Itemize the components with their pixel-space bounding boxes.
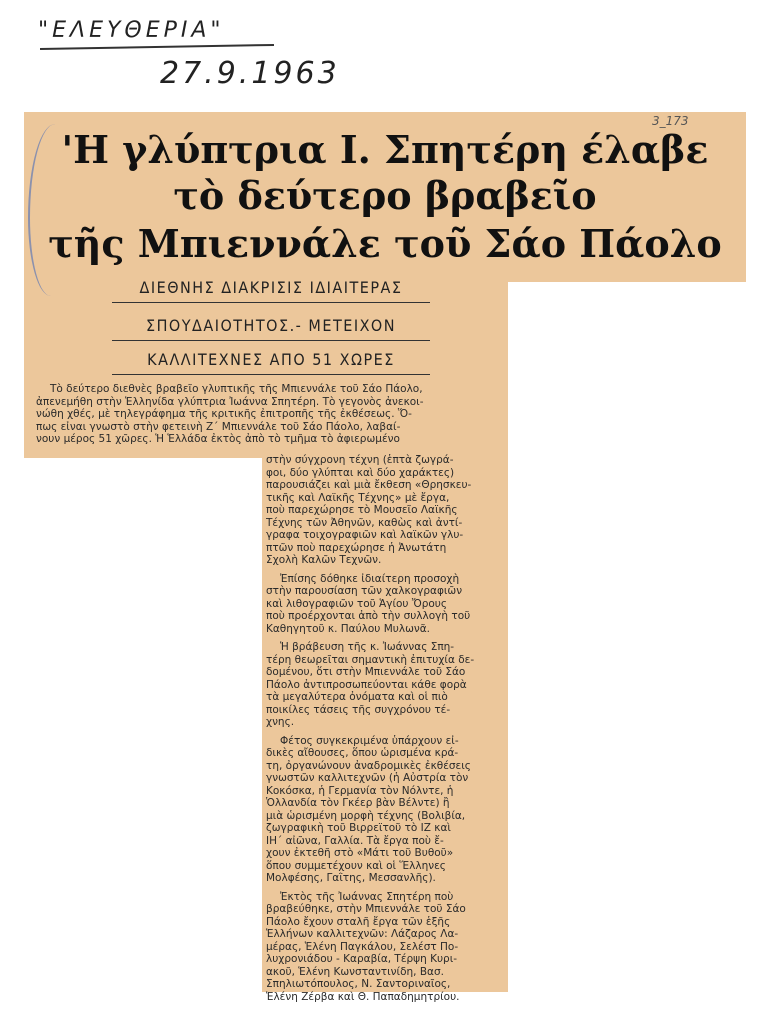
column-line: δικὲς αἴθουσες, ὅπου ὡρισμένα κρά- bbox=[266, 747, 459, 759]
column-line: χουν ἐκτεθῆ στὸ «Μάτι τοῦ Βυθοῦ» bbox=[266, 847, 454, 859]
column-line: Ἑλλήνων καλλιτεχνῶν: Λάζαρος Λα- bbox=[266, 928, 459, 940]
column-line: Σχολὴ Καλῶν Τεχνῶν. bbox=[266, 554, 382, 566]
source-underline bbox=[40, 44, 274, 50]
column-line: Πάολο ἀντιπροσωπεύονται κάθε φορὰ bbox=[266, 678, 467, 691]
column-line: βραβεύθηκε, στὴν Μπιεννάλε τοῦ Σάο bbox=[266, 903, 466, 915]
column-line: Κοκόσκα, ἡ Γερμανία τὸν Νόλντε, ἡ bbox=[266, 784, 454, 797]
subheadline-line-3: ΚΑΛΛΙΤΕΧΝΕΣ ΑΠΟ 51 ΧΩΡΕΣ bbox=[147, 350, 395, 369]
column-line: χνης. bbox=[266, 716, 295, 728]
column-line: ὅπου συμμετέχουν καὶ οἱ Ἕλληνες bbox=[266, 859, 446, 872]
column-line: Ὁλλανδία τὸν Γκέερ βὰν Βέλντε) ἢ bbox=[266, 797, 450, 809]
column-line: πτῶν ποὺ παρεχώρησε ἡ Ἀνωτάτη bbox=[266, 541, 447, 554]
column-line: τη, ὀργανώνουν ἀναδρομικὲς ἐκθέσεις bbox=[266, 759, 471, 772]
column-line: μιὰ ὡρισμένη μορφὴ τέχνης (Βολιβία, bbox=[266, 809, 466, 822]
column-line: Ἑλένη Ζέρβα καὶ Θ. Παπαδημητρίου. bbox=[266, 990, 460, 1003]
column-line: Φέτος συγκεκριμένα ὑπάρχουν εἰ- bbox=[280, 734, 459, 747]
column-line: Ἡ βράβευση τῆς κ. Ἰωάννας Σπη- bbox=[280, 641, 455, 653]
column-line: ακοῦ, Ἑλένη Κωνσταντινίδη, Βασ. bbox=[266, 965, 444, 978]
column-line: καὶ λιθογραφιῶν τοῦ Ἁγίου Ὄρους bbox=[266, 597, 448, 610]
intro-line: ἀπενεμήθη στὴν Ἑλληνίδα γλύπτρια Ἰωάννα Σπητέρη. Τὸ γεγονὸς ἀνεκοι- bbox=[36, 395, 424, 408]
column-line: Σπηλιωτόπουλος, Ν. Σαντοριναῖος, bbox=[266, 978, 451, 990]
handwritten-date: 27.9.1963 bbox=[160, 56, 340, 91]
column-line: λυχρονιάδου - Καραβία, Τέρψη Κυρι- bbox=[266, 953, 458, 965]
column-line: Ἐκτὸς τῆς Ἰωάννας Σπητέρη ποὺ bbox=[280, 890, 454, 903]
column-line: Τέχνης τῶν Ἀθηνῶν, καθὼς καὶ ἀντί- bbox=[266, 516, 463, 529]
headline-line-3: τῆς Μπιεννάλε τοῦ Σάο Πάολο bbox=[48, 221, 722, 266]
column-line: τὰ μεγαλύτερα ὀνόματα καὶ οἱ πιὸ bbox=[266, 691, 448, 703]
column-line: ποὺ παρεχώρησε τὸ Μουσεῖο Λαϊκῆς bbox=[266, 504, 458, 516]
article-intro bbox=[36, 383, 504, 446]
intro-line: πως εἶναι γνωστὸ στὴν φετεινὴ Ζ΄ Μπιεννάλε τοῦ Σάο Πάολο, λαβαί- bbox=[36, 420, 401, 433]
subheadline-line-2: ΣΠΟΥΔΑΙΟΤΗΤΟΣ.- ΜΕΤΕΙΧΟΝ bbox=[145, 316, 397, 335]
subheadline-line-1: ΔΙΕΘΝΗΣ ΔΙΑΚΡΙΣΙΣ ΙΔΙΑΙΤΕΡΑΣ bbox=[139, 278, 403, 297]
subheadline-rule bbox=[112, 340, 430, 341]
column-line: δομένου, ὅτι στὴν Μπιεννάλε τοῦ Σάο bbox=[266, 666, 466, 678]
column-line: Μολφέσης, Γαΐτης, Μεσσανλῆς). bbox=[266, 872, 436, 884]
column-line: γνωστῶν καλλιτεχνῶν (ἡ Αὐστρία τὸν bbox=[266, 772, 469, 784]
column-line: γραφα τοιχογραφιῶν καὶ λαϊκῶν γλυ- bbox=[266, 529, 464, 541]
subheadline-rule bbox=[112, 302, 430, 303]
column-line: μέρας, Ἑλένη Παγκάλου, Σελέστ Πο- bbox=[266, 940, 459, 953]
intro-line: Τὸ δεύτερο διεθνὲς βραβεῖο γλυπτικῆς τῆς Μπιεννάλε τοῦ Σάο Πάολο, bbox=[50, 383, 423, 395]
column-line: στὴν σύγχρονη τέχνη (ἑπτὰ ζωγρά- bbox=[266, 454, 454, 466]
column-line: παρουσιάζει καὶ μιὰ ἔκθεση «Θρησκευ- bbox=[266, 479, 472, 491]
column-line: ΙΗ΄ αἰῶνα, Γαλλία. Τὰ ἔργα ποὺ ἔ- bbox=[266, 834, 444, 847]
column-line: ποὺ προέρχονται ἀπὸ τὴν συλλογὴ τοῦ bbox=[266, 610, 471, 622]
column-line: τέρη θεωρεῖται σημαντικὴ ἐπιτυχία δε- bbox=[266, 653, 475, 666]
subheadline-rule bbox=[112, 374, 430, 375]
column-line: Ἐπίσης δόθηκε ἰδιαίτερη προσοχὴ bbox=[280, 572, 460, 585]
column-line: ποικίλες τάσεις τῆς συγχρόνου τέ- bbox=[266, 703, 451, 716]
article-column bbox=[266, 454, 504, 1003]
handwritten-source-label: "ΕΛΕΥΘΕΡΙΑ" bbox=[38, 18, 225, 43]
intro-line: νουν μέρος 51 χῶρες. Ἡ Ἑλλάδα ἐκτὸς ἀπὸ τὸ τμῆμα τὸ ἀφιερωμένο bbox=[36, 433, 400, 445]
headline-line-1: 'Η γλύπτρια Ι. Σπητέρη έλαβε bbox=[61, 127, 709, 172]
column-line: στὴν παρουσίαση τῶν χαλκογραφιῶν bbox=[266, 585, 463, 597]
headline-line-2: τὸ δεύτερο βραβεῖο bbox=[173, 173, 597, 218]
column-line: φοι, δύο γλύπται καὶ δύο χαράκτες) bbox=[266, 466, 455, 479]
column-line: τικῆς καὶ Λαϊκῆς Τέχνης» μὲ ἔργα, bbox=[266, 491, 450, 504]
column-line: ζωγραφικὴ τοῦ Βιρρεϊτοῦ τὸ ΙΖ καὶ bbox=[266, 822, 451, 834]
archive-number: 3_173 bbox=[652, 114, 689, 128]
column-line: Καθηγητοῦ κ. Παύλου Μυλωνᾶ. bbox=[266, 622, 430, 635]
intro-line: νώθη χθές, μὲ τηλεγράφημα τῆς κριτικῆς ἐπιτροπῆς τῆς ἐκθέσεως. Ὅ- bbox=[36, 408, 412, 420]
column-line: Πάολο ἔχουν σταλῆ ἔργα τῶν ἑξῆς bbox=[266, 915, 451, 928]
